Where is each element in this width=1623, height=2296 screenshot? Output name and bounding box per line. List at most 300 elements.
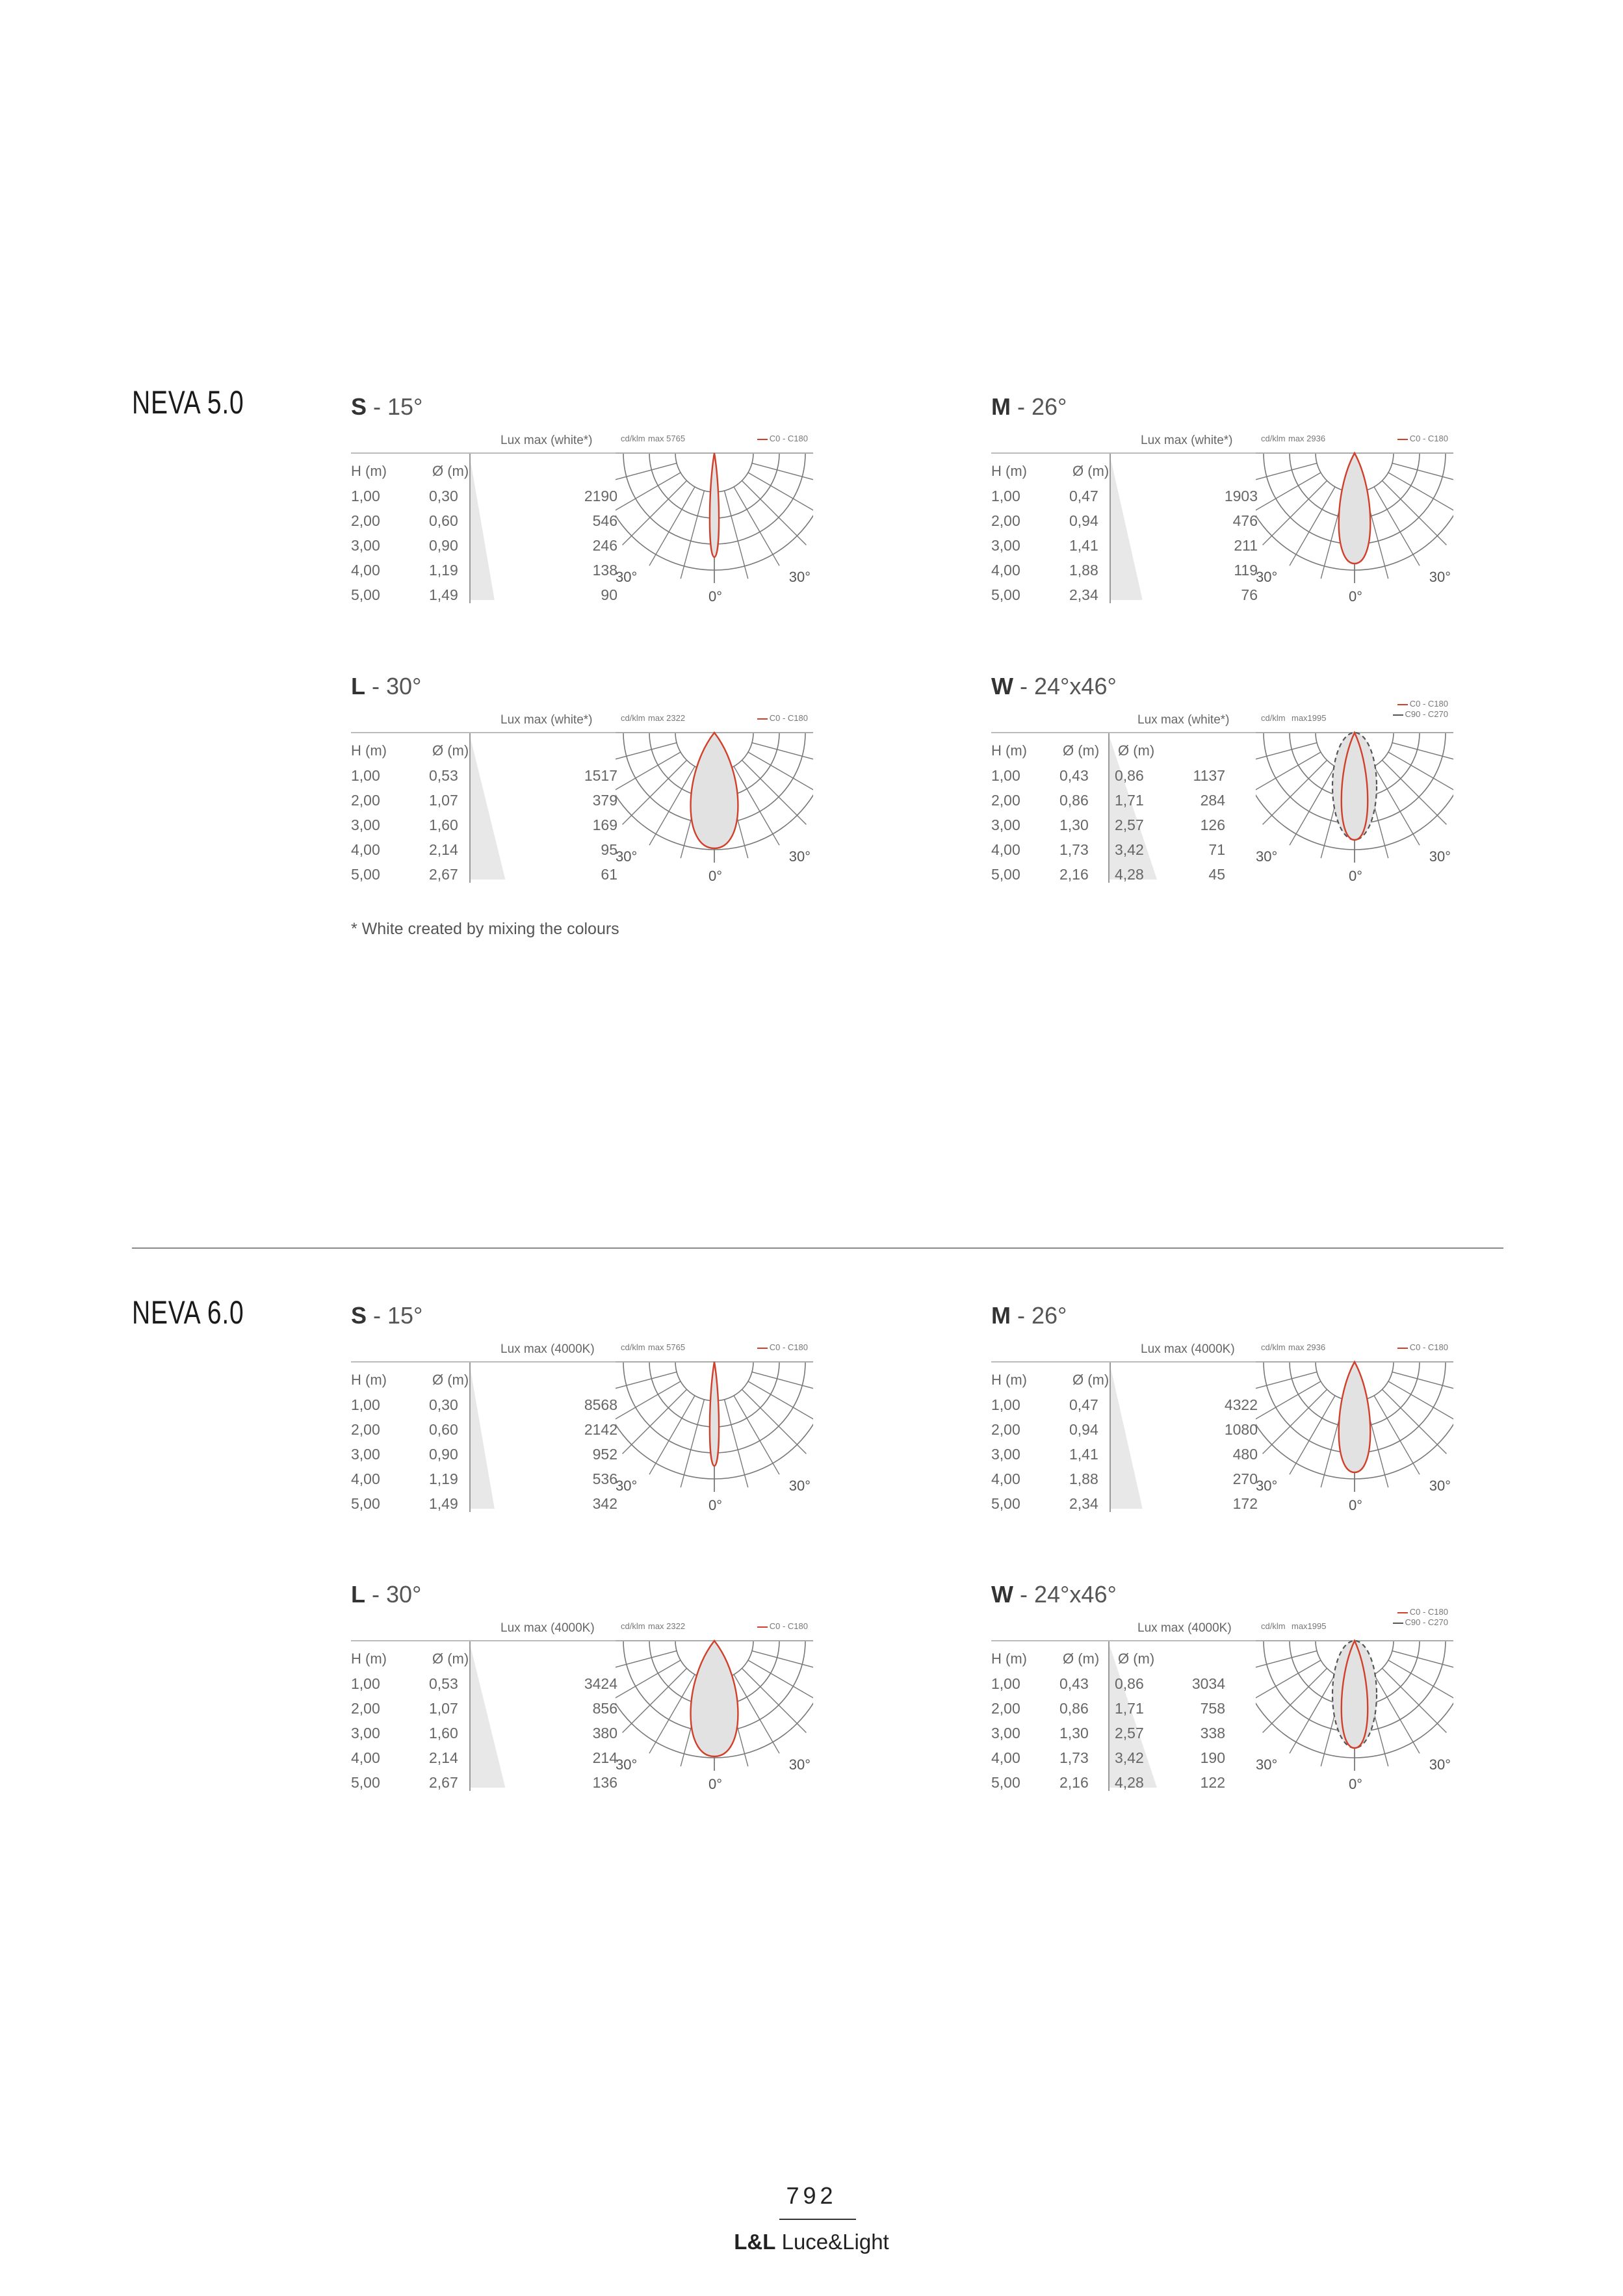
polar-spoke xyxy=(1374,1396,1420,1474)
column-header: Ø (m) xyxy=(432,742,469,759)
legend-swatch xyxy=(1397,439,1408,440)
table-cell: 4,00 xyxy=(351,562,380,579)
table-cell: 4,28 xyxy=(1115,866,1144,883)
table-cell: 1,88 xyxy=(1069,1470,1098,1487)
legend-label: C0 - C180 xyxy=(1409,1607,1448,1617)
table-cell: 8568 xyxy=(584,1396,617,1413)
angle-label-left: 30° xyxy=(1256,1756,1278,1773)
table-cell: 1,73 xyxy=(1059,1749,1089,1766)
table-cell: 0,90 xyxy=(429,537,458,554)
table-cell: 2,67 xyxy=(429,866,458,883)
polar-spoke xyxy=(1263,1668,1327,1732)
table-cell: 119 xyxy=(1234,562,1258,579)
column-header: Ø (m) xyxy=(1072,463,1110,479)
table-cell: 1,49 xyxy=(429,586,458,603)
cd-klm-label: cd/klm xyxy=(1261,713,1286,723)
table-cell: 0,86 xyxy=(1115,1675,1144,1692)
table-cell: 0,53 xyxy=(429,767,458,784)
legend-entry xyxy=(757,1342,808,1352)
polar-spoke xyxy=(681,1400,704,1487)
table-cell: 4,00 xyxy=(991,841,1020,858)
table-cell: 1,00 xyxy=(351,1396,380,1413)
table-cell: 2,00 xyxy=(991,512,1020,529)
table-cell: 4,00 xyxy=(351,1749,380,1766)
lux-max-header: Lux max (white*) xyxy=(1137,713,1230,727)
max-value-label: max1995 xyxy=(1292,713,1327,723)
polar-spoke xyxy=(734,487,779,566)
table-cell: 2,14 xyxy=(429,1749,458,1766)
cd-klm-label: cd/klm xyxy=(1261,434,1286,443)
legend-entry xyxy=(1397,1607,1448,1617)
polar-diagram xyxy=(616,1637,813,1787)
beam-letter: W xyxy=(991,673,1013,699)
table-cell: 856 xyxy=(592,1700,617,1717)
legend-entry xyxy=(1397,434,1448,443)
c90-curve xyxy=(1332,1641,1377,1748)
column-header: Ø (m) xyxy=(1063,742,1100,759)
table-cell: 2,57 xyxy=(1115,816,1144,833)
table-cell: 190 xyxy=(1200,1749,1225,1766)
angle-label-bottom: 0° xyxy=(708,588,723,605)
polar-diagram xyxy=(616,450,813,599)
table-cell: 3,00 xyxy=(351,1446,380,1463)
column-header: H (m) xyxy=(991,1372,1027,1388)
polar-spoke xyxy=(1256,1660,1321,1706)
table-cell: 5,00 xyxy=(351,1495,380,1512)
table-cell: 0,86 xyxy=(1059,792,1089,809)
table-cell: 1,88 xyxy=(1069,562,1098,579)
beam-letter: W xyxy=(991,1581,1013,1608)
block-title xyxy=(351,393,422,421)
table-cell: 0,86 xyxy=(1059,1700,1089,1717)
table-cell: 5,00 xyxy=(991,1495,1020,1512)
polar-spoke xyxy=(742,480,806,545)
c0-curve xyxy=(710,1362,719,1466)
polar-chart xyxy=(616,1621,813,1790)
cd-klm-label: cd/klm xyxy=(1261,1621,1286,1631)
table-cell: 1,41 xyxy=(1069,1446,1098,1463)
table-cell: 1,00 xyxy=(991,488,1020,504)
legend-label: C90 - C270 xyxy=(1405,1617,1448,1627)
c0-curve xyxy=(1339,453,1371,564)
table-cell: 3,42 xyxy=(1115,841,1144,858)
polar-spoke xyxy=(623,760,687,824)
table-cell: 2,00 xyxy=(351,792,380,809)
column-header: H (m) xyxy=(991,463,1027,479)
table-cell: 1,07 xyxy=(429,1700,458,1717)
table-cell: 2,16 xyxy=(1059,866,1089,883)
polar-spoke xyxy=(616,752,681,798)
table-cell: 2,00 xyxy=(991,792,1020,809)
c0-curve xyxy=(710,453,719,557)
table-cell: 2,14 xyxy=(429,841,458,858)
polar-spoke xyxy=(1388,1660,1453,1706)
beam-letter: L xyxy=(351,1581,365,1608)
c0-curve xyxy=(691,1641,738,1756)
beam-angle: - 26° xyxy=(1011,1302,1067,1329)
legend-entry xyxy=(1393,709,1448,719)
table-cell: 1,19 xyxy=(429,562,458,579)
table-cell: 1137 xyxy=(1193,767,1225,784)
polar-chart xyxy=(616,1342,813,1511)
table-cell: 546 xyxy=(592,512,617,529)
table-cell: 2,00 xyxy=(351,1421,380,1438)
legend-label: C0 - C180 xyxy=(1409,699,1448,709)
beam-angle: - 15° xyxy=(367,393,423,420)
table-cell: 0,53 xyxy=(429,1675,458,1692)
angle-label-left: 30° xyxy=(616,1478,638,1494)
table-cell: 0,60 xyxy=(429,512,458,529)
beam-letter: L xyxy=(351,673,365,699)
table-cell: 952 xyxy=(592,1446,617,1463)
table-cell: 1,71 xyxy=(1115,792,1144,809)
polar-spoke xyxy=(734,1396,779,1474)
max-value-label: max 5765 xyxy=(648,434,686,443)
polar-spoke xyxy=(1290,1675,1335,1753)
polar-spoke xyxy=(623,1668,687,1732)
table-cell: 480 xyxy=(1232,1446,1258,1463)
angle-label-right: 30° xyxy=(1429,848,1451,865)
brand-rest: Luce&Light xyxy=(775,2230,889,2254)
table-cell: 4,00 xyxy=(991,562,1020,579)
table-cell: 2,00 xyxy=(351,1700,380,1717)
legend-label: C0 - C180 xyxy=(769,1621,808,1631)
table-cell: 4,00 xyxy=(991,1470,1020,1487)
photometric-block xyxy=(351,673,811,887)
table-cell: 2142 xyxy=(584,1421,617,1438)
table-cell: 5,00 xyxy=(351,586,380,603)
column-header: H (m) xyxy=(351,1372,387,1388)
table-cell: 1,07 xyxy=(429,792,458,809)
polar-spoke xyxy=(742,760,806,824)
table-cell: 1,00 xyxy=(991,1396,1020,1413)
table-cell: 172 xyxy=(1232,1495,1258,1512)
angle-label-right: 30° xyxy=(788,848,811,865)
section-divider xyxy=(132,1247,1503,1249)
table-cell: 380 xyxy=(592,1725,617,1742)
polar-spoke xyxy=(1388,1381,1453,1427)
polar-spoke xyxy=(1256,1381,1321,1427)
legend-swatch xyxy=(1393,714,1403,716)
beam-letter: M xyxy=(991,393,1011,420)
polar-diagram xyxy=(1256,1637,1453,1787)
beam-letter: M xyxy=(991,1302,1011,1329)
beam-angle: - 15° xyxy=(367,1302,423,1329)
table-cell: 1,60 xyxy=(429,816,458,833)
table-cell: 2,16 xyxy=(1059,1774,1089,1791)
lux-max-header: Lux max (white*) xyxy=(500,434,593,447)
beam-angle: - 26° xyxy=(1011,393,1067,420)
angle-label-left: 30° xyxy=(1256,569,1278,585)
lux-max-header: Lux max (4000K) xyxy=(500,1621,595,1635)
section-title-neva-5: NEVA 5.0 xyxy=(132,384,244,421)
table-cell: 270 xyxy=(1232,1470,1258,1487)
angle-label-left: 30° xyxy=(616,848,638,865)
polar-spoke xyxy=(1256,473,1321,518)
table-cell: 136 xyxy=(592,1774,617,1791)
polar-spoke xyxy=(1263,1389,1327,1454)
polar-spoke xyxy=(616,1381,681,1427)
table-cell: 138 xyxy=(592,562,617,579)
polar-spoke xyxy=(748,473,813,518)
max-value-label: max 2322 xyxy=(648,713,686,723)
table-cell: 246 xyxy=(592,537,617,554)
beam-angle: - 30° xyxy=(365,673,422,699)
polar-spoke xyxy=(1263,480,1327,545)
angle-label-right: 30° xyxy=(1429,569,1451,585)
table-cell: 4,00 xyxy=(351,1470,380,1487)
beam-letter: S xyxy=(351,393,367,420)
angle-label-left: 30° xyxy=(616,1756,638,1773)
table-cell: 3,42 xyxy=(1115,1749,1144,1766)
polar-spoke xyxy=(748,1381,813,1427)
max-value-label: max1995 xyxy=(1292,1621,1327,1631)
table-cell: 1,73 xyxy=(1059,841,1089,858)
table-cell: 1,41 xyxy=(1069,537,1098,554)
angle-label-bottom: 0° xyxy=(1349,1497,1363,1513)
table-cell: 342 xyxy=(592,1495,617,1512)
max-value-label: max 5765 xyxy=(648,1342,686,1352)
legend-swatch xyxy=(1397,1348,1408,1349)
table-cell: 1,30 xyxy=(1059,1725,1089,1742)
table-cell: 3,00 xyxy=(351,816,380,833)
table-cell: 379 xyxy=(592,792,617,809)
column-header: Ø (m) xyxy=(432,1372,469,1388)
block-title xyxy=(991,673,1117,700)
column-header: H (m) xyxy=(351,463,387,479)
polar-spoke xyxy=(649,1675,695,1753)
legend-label: C0 - C180 xyxy=(769,1342,808,1352)
angle-label-right: 30° xyxy=(788,1478,811,1494)
polar-chart xyxy=(616,713,813,882)
polar-spoke xyxy=(616,1660,681,1706)
polar-spoke xyxy=(1374,487,1420,566)
table-cell: 1,00 xyxy=(351,1675,380,1692)
beam-letter: S xyxy=(351,1302,367,1329)
table-cell: 284 xyxy=(1200,792,1225,809)
polar-diagram xyxy=(1256,729,1453,879)
table-cell: 5,00 xyxy=(991,1774,1020,1791)
cd-klm-label: cd/klm xyxy=(621,1342,645,1352)
table-cell: 169 xyxy=(592,816,617,833)
angle-label-left: 30° xyxy=(616,569,638,585)
table-cell: 476 xyxy=(1232,512,1258,529)
polar-spoke xyxy=(1374,1675,1420,1753)
legend-label: C90 - C270 xyxy=(1405,709,1448,719)
table-cell: 3424 xyxy=(584,1675,617,1692)
legend-swatch xyxy=(1397,704,1408,705)
angle-label-right: 30° xyxy=(1429,1478,1451,1494)
photometric-block xyxy=(351,393,811,608)
table-cell: 126 xyxy=(1200,816,1225,833)
photometric-block xyxy=(351,1302,811,1517)
polar-spoke xyxy=(1290,1396,1335,1474)
table-cell: 1,19 xyxy=(429,1470,458,1487)
cd-klm-label: cd/klm xyxy=(621,713,645,723)
table-cell: 5,00 xyxy=(991,586,1020,603)
table-cell: 45 xyxy=(1208,866,1225,883)
legend-entry xyxy=(1397,1342,1448,1352)
photometric-block xyxy=(991,393,1451,608)
photometric-block xyxy=(351,1581,811,1795)
table-cell: 0,94 xyxy=(1069,1421,1098,1438)
polar-spoke xyxy=(649,1396,695,1474)
table-cell: 1,60 xyxy=(429,1725,458,1742)
legend-label: C0 - C180 xyxy=(1409,1342,1448,1352)
polar-diagram xyxy=(616,729,813,879)
column-header: Ø (m) xyxy=(1118,1650,1155,1667)
table-cell: 2,34 xyxy=(1069,586,1098,603)
angle-label-right: 30° xyxy=(788,1756,811,1773)
legend-label: C0 - C180 xyxy=(769,434,808,443)
polar-chart xyxy=(616,434,813,603)
legend-swatch xyxy=(757,1626,768,1628)
polar-spoke xyxy=(748,752,813,798)
column-header: Ø (m) xyxy=(432,463,469,479)
table-cell: 5,00 xyxy=(351,866,380,883)
table-cell: 758 xyxy=(1200,1700,1225,1717)
polar-spoke xyxy=(1374,766,1420,845)
polar-spoke xyxy=(1263,760,1327,824)
polar-spoke xyxy=(1382,1668,1446,1732)
cd-klm-label: cd/klm xyxy=(621,1621,645,1631)
legend-entry xyxy=(757,713,808,723)
table-cell: 0,47 xyxy=(1069,488,1098,504)
table-cell: 4,00 xyxy=(351,841,380,858)
table-cell: 338 xyxy=(1200,1725,1225,1742)
polar-diagram xyxy=(1256,450,1453,599)
angle-label-bottom: 0° xyxy=(1349,1776,1363,1792)
beam-angle: - 24°x46° xyxy=(1013,1581,1117,1608)
table-cell: 1517 xyxy=(584,767,617,784)
polar-spoke xyxy=(616,473,681,518)
table-cell: 3034 xyxy=(1191,1675,1225,1692)
table-cell: 3,00 xyxy=(991,816,1020,833)
table-cell: 1,00 xyxy=(991,767,1020,784)
table-cell: 61 xyxy=(601,866,617,883)
legend-swatch xyxy=(757,718,768,720)
lux-max-header: Lux max (4000K) xyxy=(500,1342,595,1356)
legend-swatch xyxy=(1397,1612,1408,1613)
column-header: Ø (m) xyxy=(1118,742,1155,759)
table-cell: 1,00 xyxy=(351,488,380,504)
brand-bold: L&L xyxy=(734,2230,776,2254)
polar-chart xyxy=(1256,1342,1453,1511)
table-cell: 0,94 xyxy=(1069,512,1098,529)
block-title xyxy=(991,1302,1067,1329)
lux-max-header: Lux max (white*) xyxy=(1141,434,1233,447)
polar-spoke xyxy=(1382,1389,1446,1454)
lux-max-header: Lux max (4000K) xyxy=(1137,1621,1232,1635)
polar-diagram xyxy=(1256,1359,1453,1508)
block-title xyxy=(351,1581,421,1608)
block-title xyxy=(991,1581,1117,1608)
column-header: Ø (m) xyxy=(1072,1372,1110,1388)
table-cell: 1,30 xyxy=(1059,816,1089,833)
column-header: Ø (m) xyxy=(432,1650,469,1667)
legend-swatch xyxy=(757,439,768,440)
block-title xyxy=(351,1302,422,1329)
max-value-label: max 2936 xyxy=(1288,434,1326,443)
table-cell: 4,28 xyxy=(1115,1774,1144,1791)
table-cell: 0,47 xyxy=(1069,1396,1098,1413)
table-cell: 95 xyxy=(601,841,617,858)
polar-spoke xyxy=(1382,480,1446,545)
polar-spoke xyxy=(1388,473,1453,518)
table-cell: 71 xyxy=(1208,841,1225,858)
polar-spoke xyxy=(725,491,748,579)
table-cell: 0,30 xyxy=(429,1396,458,1413)
table-cell: 3,00 xyxy=(991,537,1020,554)
legend-entry xyxy=(1397,699,1448,709)
legend-entry xyxy=(757,434,808,443)
table-cell: 2,67 xyxy=(429,1774,458,1791)
angle-label-right: 30° xyxy=(788,569,811,585)
table-cell: 1903 xyxy=(1224,488,1258,504)
table-cell: 0,43 xyxy=(1059,767,1089,784)
polar-spoke xyxy=(681,491,704,579)
table-cell: 2,00 xyxy=(991,1700,1020,1717)
table-cell: 4,00 xyxy=(991,1749,1020,1766)
cd-klm-label: cd/klm xyxy=(1261,1342,1286,1352)
legend-swatch xyxy=(757,1348,768,1349)
table-cell: 536 xyxy=(592,1470,617,1487)
table-cell: 3,00 xyxy=(351,537,380,554)
legend-label: C0 - C180 xyxy=(1409,434,1448,443)
column-header: H (m) xyxy=(351,742,387,759)
block-title xyxy=(991,393,1067,421)
polar-spoke xyxy=(734,1675,779,1753)
polar-spoke xyxy=(649,766,695,845)
legend-entry xyxy=(1393,1617,1448,1627)
section-title-neva-6: NEVA 6.0 xyxy=(132,1294,244,1331)
angle-label-bottom: 0° xyxy=(708,1497,723,1513)
table-cell: 214 xyxy=(592,1749,617,1766)
table-cell: 1,49 xyxy=(429,1495,458,1512)
table-cell: 1,71 xyxy=(1115,1700,1144,1717)
polar-diagram xyxy=(616,1359,813,1508)
polar-spoke xyxy=(1290,766,1335,845)
angle-label-right: 30° xyxy=(1429,1756,1451,1773)
c90-curve xyxy=(1332,733,1377,840)
table-cell: 3,00 xyxy=(991,1446,1020,1463)
table-cell: 3,00 xyxy=(991,1725,1020,1742)
legend-swatch xyxy=(1393,1623,1403,1624)
legend-entry xyxy=(757,1621,808,1631)
page-number: 792 xyxy=(786,2182,837,2209)
angle-label-bottom: 0° xyxy=(1349,868,1363,884)
photometric-block xyxy=(991,1302,1451,1517)
table-cell: 122 xyxy=(1200,1774,1225,1791)
polar-spoke xyxy=(1388,752,1453,798)
table-cell: 0,90 xyxy=(429,1446,458,1463)
polar-spoke xyxy=(742,1668,806,1732)
column-header: H (m) xyxy=(351,1650,387,1667)
polar-spoke xyxy=(623,480,687,545)
beam-angle: - 30° xyxy=(365,1581,422,1608)
table-cell: 2190 xyxy=(584,488,617,504)
table-cell: 2,00 xyxy=(991,1421,1020,1438)
table-cell: 2,57 xyxy=(1115,1725,1144,1742)
table-cell: 76 xyxy=(1241,586,1258,603)
table-cell: 2,00 xyxy=(351,512,380,529)
table-cell: 3,00 xyxy=(351,1725,380,1742)
polar-spoke xyxy=(1382,760,1446,824)
c0-curve xyxy=(691,733,738,848)
table-cell: 0,86 xyxy=(1115,767,1144,784)
max-value-label: max 2936 xyxy=(1288,1342,1326,1352)
table-cell: 5,00 xyxy=(991,866,1020,883)
